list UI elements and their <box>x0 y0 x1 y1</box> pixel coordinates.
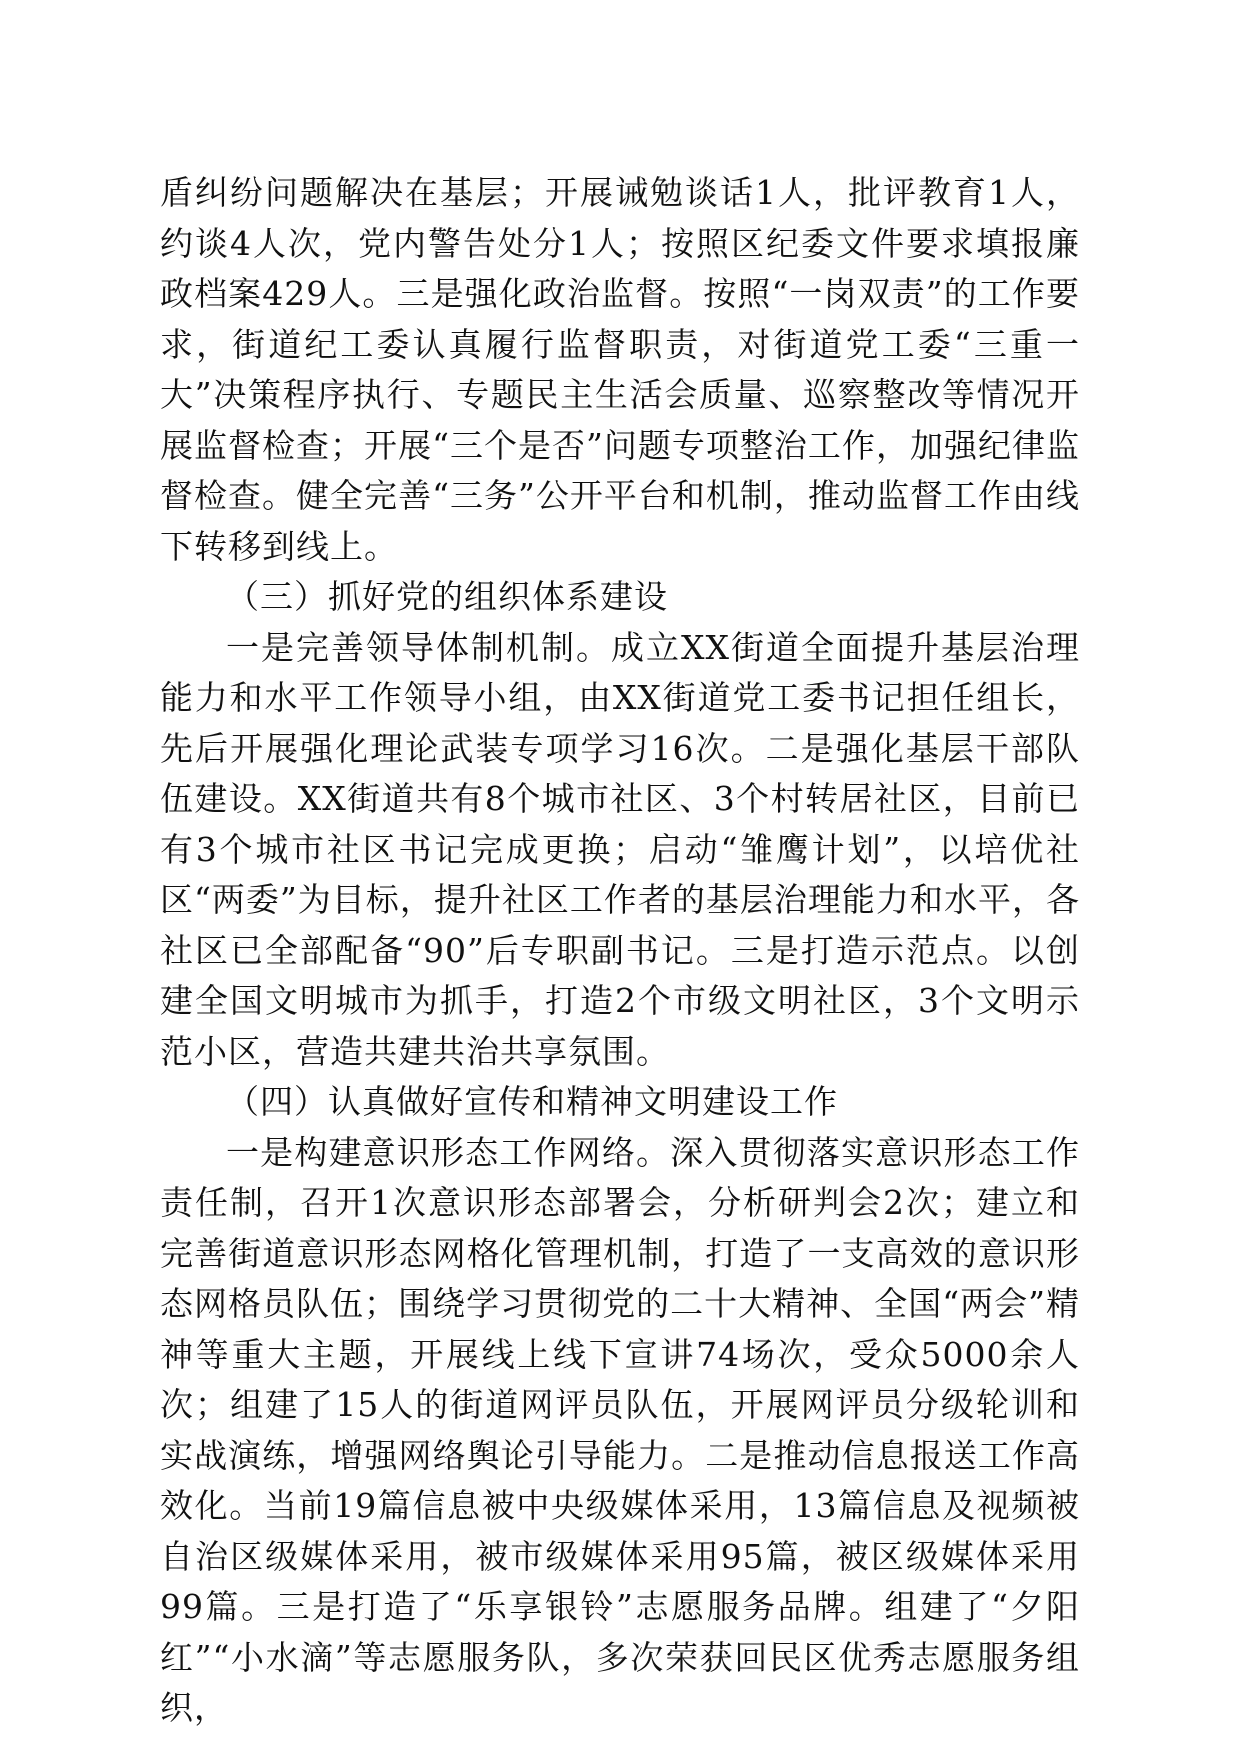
section-heading-4: （四）认真做好宣传和精神文明建设工作 <box>226 1082 838 1121</box>
body-paragraph-3: 一是构建意识形态工作网络。深入贯彻落实意识形态工作责任制，召开1次意识形态部署会，分析研判会2次；建立和完善街道意识形态网格化管理机制，打造了一支高效的意识形态网格员队伍；围绕学习贯彻党的二十大精神、全国“两会”精神等重大主题，开展线上线下宣讲74场次，受众5000余人次；组建了15人的街道网评员队伍，开展网评员分级轮训和实战演练，增强网络舆论引导能力。二是推动信息报送工作高效化。当前19篇信息被中央级媒体采用，13篇信息及视频被自治区级媒体采用，被市级媒体采用95篇，被区级媒体采用99篇。三是打造了“乐享银铃”志愿服务品牌。组建了“夕阳红”“小水滴”等志愿服务队，多次荣获回民区优秀志愿服务组织， <box>160 1132 1080 1727</box>
section-heading-3: （三）抓好党的组织体系建设 <box>226 577 668 616</box>
document-body <box>160 168 1080 1734</box>
body-paragraph-1: 盾纠纷问题解决在基层；开展诫勉谈话1人，批评教育1人，约谈4人次，党内警告处分1人；按照区纪委文件要求填报廉政档案429人。三是强化政治监督。按照“一岗双责”的工作要求，街道纪工委认真履行监督职责，对街道党工委“三重一大”决策程序执行、专题民主生活会质量、巡察整改等情况开展监督检查；开展“三个是否”问题专项整治工作，加强纪律监督检查。健全完善“三务”公开平台和机制，推动监督工作由线下转移到线上。 <box>160 173 1080 566</box>
body-paragraph-2: 一是完善领导体制机制。成立XX街道全面提升基层治理能力和水平工作领导小组，由XX街道党工委书记担任组长，先后开展强化理论武装专项学习16次。二是强化基层干部队伍建设。XX街道共有8个城市社区、3个村转居社区，目前已有3个城市社区书记完成更换；启动“雏鹰计划”，以培优社区“两委”为目标，提升社区工作者的基层治理能力和水平，各社区已全部配备“90”后专职副书记。三是打造示范点。以创建全国文明城市为抓手，打造2个市级文明社区，3个文明示范小区，营造共建共治共享氛围。 <box>160 627 1080 1071</box>
